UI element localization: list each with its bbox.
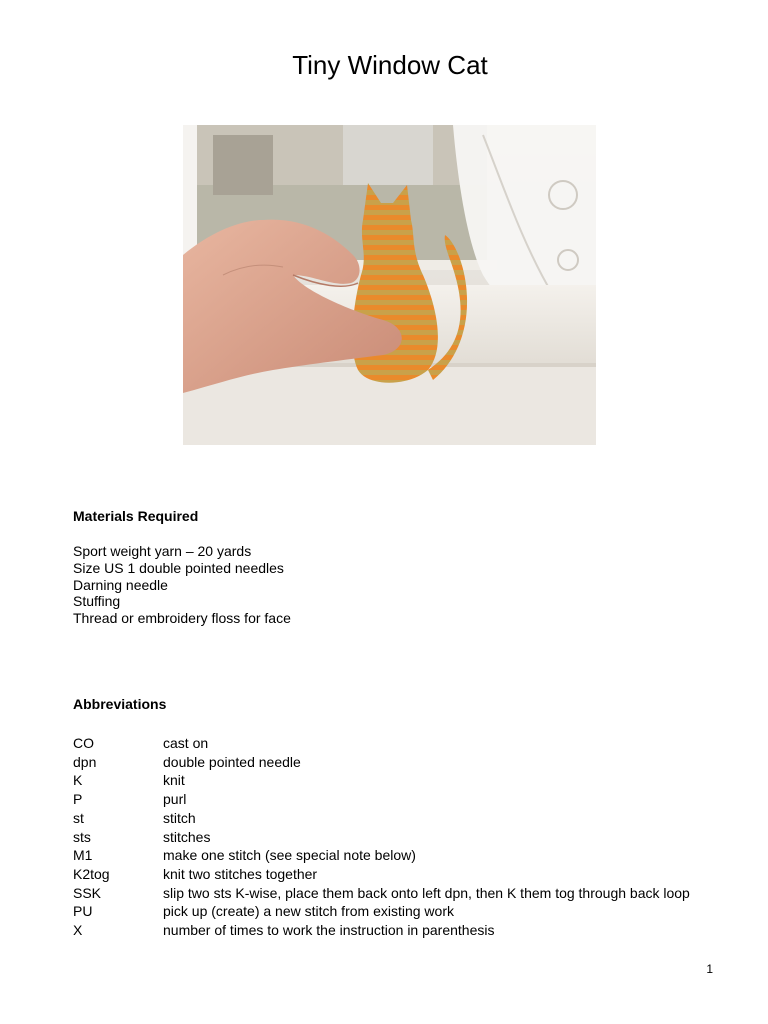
abbreviation-meaning: make one stitch (see special note below) (163, 847, 416, 864)
abbreviation-meaning: knit (163, 772, 185, 789)
table-row (73, 809, 690, 828)
abbreviation-meaning: stitches (163, 828, 211, 845)
table-row (73, 846, 690, 865)
abbreviations-heading: Abbreviations (73, 696, 167, 712)
abbreviations-table (73, 734, 690, 940)
page-number: 1 (706, 962, 713, 976)
table-row (73, 753, 690, 772)
materials-item: Size US 1 double pointed needles (73, 559, 284, 576)
table-row (73, 734, 690, 753)
abbreviation-meaning: double pointed needle (163, 753, 301, 770)
materials-item: Stuffing (73, 593, 121, 610)
materials-item: Darning needle (73, 576, 168, 593)
table-row (73, 921, 690, 940)
materials-item: Thread or embroidery floss for face (73, 610, 291, 627)
table-row (73, 771, 690, 790)
abbreviation-code: X (73, 922, 83, 939)
abbreviation-meaning: number of times to work the instruction in parenthesis (163, 922, 495, 939)
abbreviation-code: sts (73, 828, 91, 845)
materials-item: Sport weight yarn – 20 yards (73, 543, 252, 559)
abbreviation-meaning: knit two stitches together (163, 865, 318, 882)
abbreviation-code: PU (73, 903, 93, 920)
abbreviation-code: dpn (73, 753, 97, 770)
knitted-cat-photo (183, 125, 596, 445)
materials-heading: Materials Required (73, 508, 199, 524)
table-row (73, 790, 690, 809)
abbreviation-code: M1 (73, 847, 93, 864)
table-row (73, 884, 690, 903)
abbreviation-meaning: pick up (create) a new stitch from existing work (163, 903, 454, 920)
table-row (73, 828, 690, 847)
abbreviation-code: CO (73, 735, 94, 751)
abbreviation-code: P (73, 791, 83, 808)
abbreviation-code: K2tog (73, 865, 110, 882)
abbreviation-code: st (73, 809, 84, 826)
abbreviation-code: SSK (73, 884, 102, 901)
abbreviation-meaning: slip two sts K-wise, place them back onto left dpn, then K them tog through back loop (163, 884, 690, 901)
abbreviation-code: K (73, 772, 83, 789)
abbreviation-meaning: stitch (163, 809, 196, 826)
table-row (73, 902, 690, 921)
document-title: Tiny Window Cat (292, 50, 488, 80)
table-row (73, 865, 690, 884)
abbreviation-meaning: purl (163, 791, 187, 808)
abbreviation-meaning: cast on (163, 735, 209, 751)
materials-list (73, 543, 291, 627)
